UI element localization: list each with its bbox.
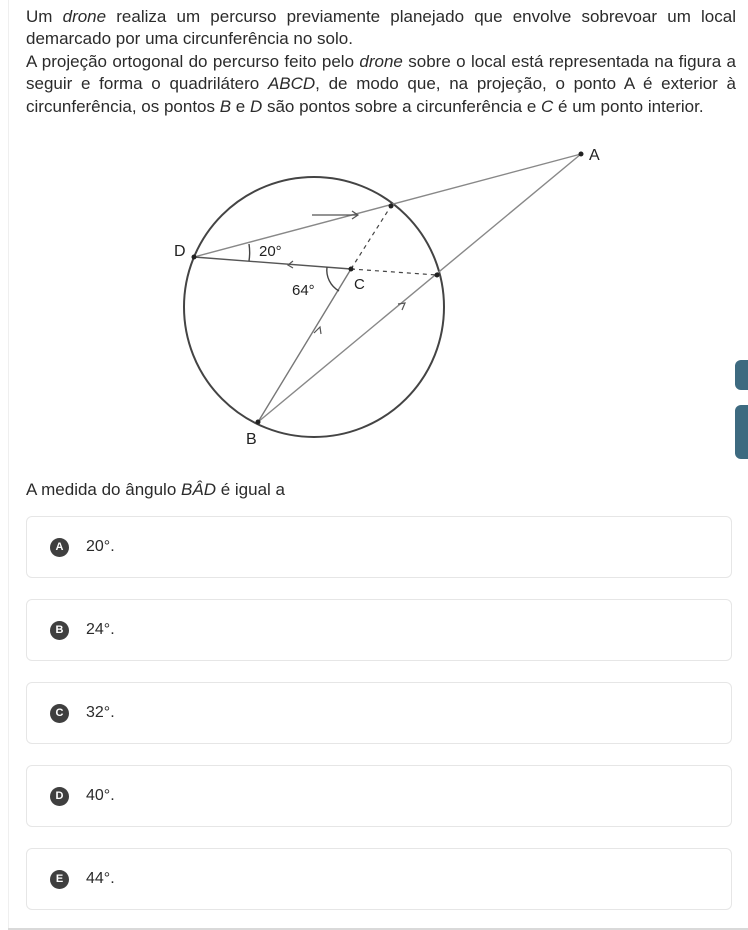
point-top: [389, 204, 394, 209]
circle: [184, 177, 444, 437]
text-segment: A medida do ângulo: [26, 480, 182, 499]
side-tool-tab[interactable]: [735, 425, 748, 459]
angle-arc-D: [249, 244, 250, 261]
label-B: B: [246, 431, 257, 448]
text-segment: Um: [26, 7, 63, 26]
arrow-marker: [312, 211, 358, 219]
text-segment: são pontos sobre a circunferência e: [262, 96, 542, 116]
question-paragraph-1: [26, 6, 736, 51]
label-D: D: [174, 243, 186, 260]
angle-label-D: 20°: [259, 243, 282, 260]
label-A: A: [589, 147, 600, 164]
text-segment-italic: BÂD: [181, 480, 216, 499]
arrow-marker: [398, 303, 405, 310]
choice-letter-badge: C: [50, 704, 69, 723]
angle-label-C: 64°: [292, 282, 315, 299]
choice-text: 32°.: [86, 704, 115, 721]
label-C: C: [354, 276, 365, 293]
choice-e[interactable]: [26, 848, 732, 910]
side-tool-tab[interactable]: [735, 360, 748, 390]
point-D: [192, 255, 197, 260]
segment-DA: [194, 154, 581, 257]
choice-d[interactable]: [26, 765, 732, 827]
choice-text: 40°.: [86, 787, 115, 804]
dashed-line-2: [351, 269, 437, 275]
choice-c[interactable]: [26, 682, 732, 744]
text-segment-italic: drone: [359, 51, 403, 71]
text-segment: A projeção ortogonal do percurso feito pelo: [26, 51, 360, 71]
choice-letter-badge: D: [50, 787, 69, 806]
question-text: [26, 6, 736, 118]
text-segment: sobre o local está representada na figura a seguir e forma o quadrilátero: [26, 51, 736, 94]
point-A: [579, 152, 584, 157]
geometry-figure: [0, 140, 620, 455]
text-segment-italic: B: [219, 96, 232, 116]
choice-text: 24°.: [86, 621, 115, 638]
point-C: [349, 267, 354, 272]
text-segment: e: [231, 96, 250, 116]
text-segment: é um ponto interior.: [553, 96, 704, 116]
text-segment-italic: drone: [62, 7, 107, 26]
choice-text: 20°.: [86, 538, 115, 555]
text-segment-italic: ABCD: [267, 74, 316, 94]
choice-a[interactable]: [26, 516, 732, 578]
choice-b[interactable]: [26, 599, 732, 661]
choice-letter-badge: E: [50, 870, 69, 889]
point-B: [256, 420, 261, 425]
choice-letter-badge: B: [50, 621, 69, 640]
choice-letter-badge: A: [50, 538, 69, 557]
text-segment-italic: C: [541, 96, 554, 116]
text-segment: realiza um percurso previamente planejado que envolve sobrevoar um local demarcado por uma circunferência no solo.: [26, 7, 736, 49]
text-segment: , de modo que, na projeção, o ponto A é exterior à circunferência, os pontos: [26, 74, 736, 116]
question-paragraph-2: [26, 51, 736, 118]
angle-arc-C: [327, 267, 339, 291]
point-right: [435, 273, 440, 278]
text-segment: é igual a: [215, 480, 285, 499]
question-prompt: [26, 480, 285, 500]
text-segment-italic: D: [249, 96, 263, 116]
choice-text: 44°.: [86, 870, 115, 887]
